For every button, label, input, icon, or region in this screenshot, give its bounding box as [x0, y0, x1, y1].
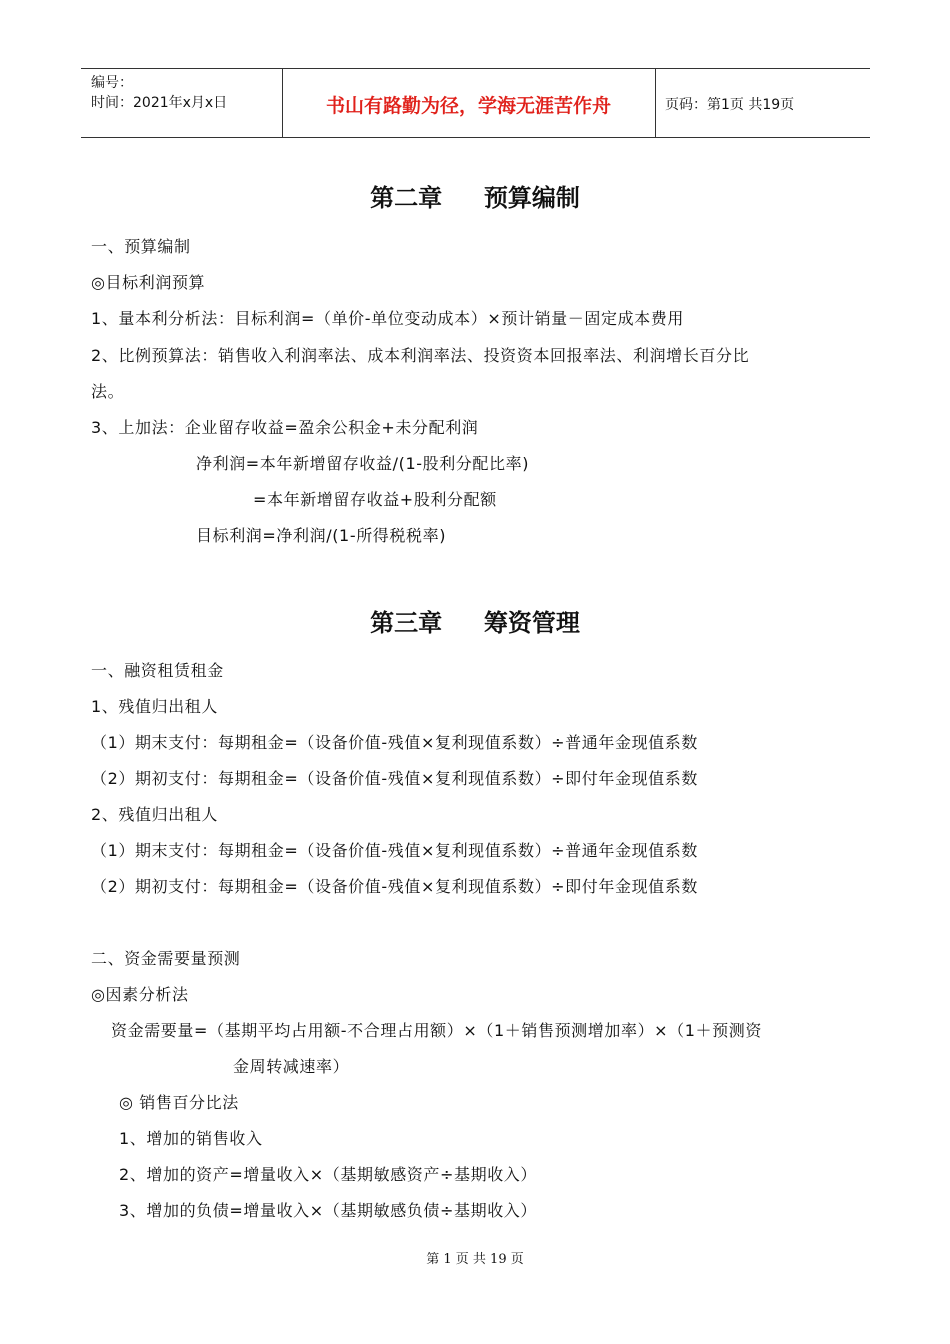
ch3-line: ◎因素分析法: [91, 985, 189, 1004]
ch3-line: 1、残值归出租人: [91, 697, 218, 716]
ch3-line: 金周转减速率）: [233, 1057, 350, 1076]
header-middle-cell: [282, 69, 656, 137]
ch2-line: 2、比例预算法：销售收入利润率法、成本利润率法、投资资本回报率法、利润增长百分比: [91, 346, 750, 365]
header-table: [81, 68, 870, 138]
footer-page-number: 第 1 页 共 19 页: [426, 1252, 524, 1267]
chapter-2-title: 第二章 预算编制: [370, 183, 580, 212]
ch3-line: 二、资金需要量预测: [91, 949, 241, 968]
ch3-line: 3、增加的负债=增量收入×（基期敏感负债÷基期收入）: [119, 1201, 537, 1220]
ch3-line: ◎ 销售百分比法: [119, 1093, 239, 1112]
ch3-line: （1）期末支付：每期租金=（设备价值-残值×复利现值系数）÷普通年金现值系数: [91, 733, 698, 752]
chapter-3-title: 第三章 筹资管理: [370, 608, 580, 637]
ch3-line: （2）期初支付：每期租金=（设备价值-残值×复利现值系数）÷即付年金现值系数: [91, 769, 698, 788]
ch2-line: ◎目标利润预算: [91, 273, 206, 292]
ch3-line: 一、融资租赁租金: [91, 661, 224, 680]
ch2-line: =本年新增留存收益+股利分配额: [253, 490, 497, 509]
ch2-line: 法。: [91, 382, 125, 401]
number-label: 编号：: [91, 75, 133, 91]
header-left-cell: [81, 69, 283, 137]
ch3-line: （2）期初支付：每期租金=（设备价值-残值×复利现值系数）÷即付年金现值系数: [91, 877, 698, 896]
ch2-line: 1、量本利分析法：目标利润=（单价-单位变动成本）×预计销量－固定成本费用: [91, 309, 684, 328]
ch2-line: 3、上加法：企业留存收益=盈余公积金+未分配利润: [91, 418, 479, 437]
header-right-cell: [656, 69, 870, 137]
time-label: 时间：2021年x月x日: [91, 95, 228, 111]
ch2-line: 目标利润=净利润/(1-所得税税率): [196, 526, 447, 545]
ch3-line: 2、增加的资产=增量收入×（基期敏感资产÷基期收入）: [119, 1165, 537, 1184]
page-code: 页码：第1页 共19页: [665, 97, 795, 113]
ch2-line: 一、预算编制: [91, 237, 191, 256]
ch2-line: 净利润=本年新增留存收益/(1-股利分配比率): [196, 454, 530, 473]
ch3-line: 2、残值归出租人: [91, 805, 218, 824]
motto: 书山有路勤为径，学海无涯苦作舟: [325, 95, 611, 117]
ch3-line: 资金需要量=（基期平均占用额-不合理占用额）×（1＋销售预测增加率）×（1＋预测资: [111, 1021, 762, 1040]
ch3-line: 1、增加的销售收入: [119, 1129, 263, 1148]
ch3-line: （1）期末支付：每期租金=（设备价值-残值×复利现值系数）÷普通年金现值系数: [91, 841, 698, 860]
